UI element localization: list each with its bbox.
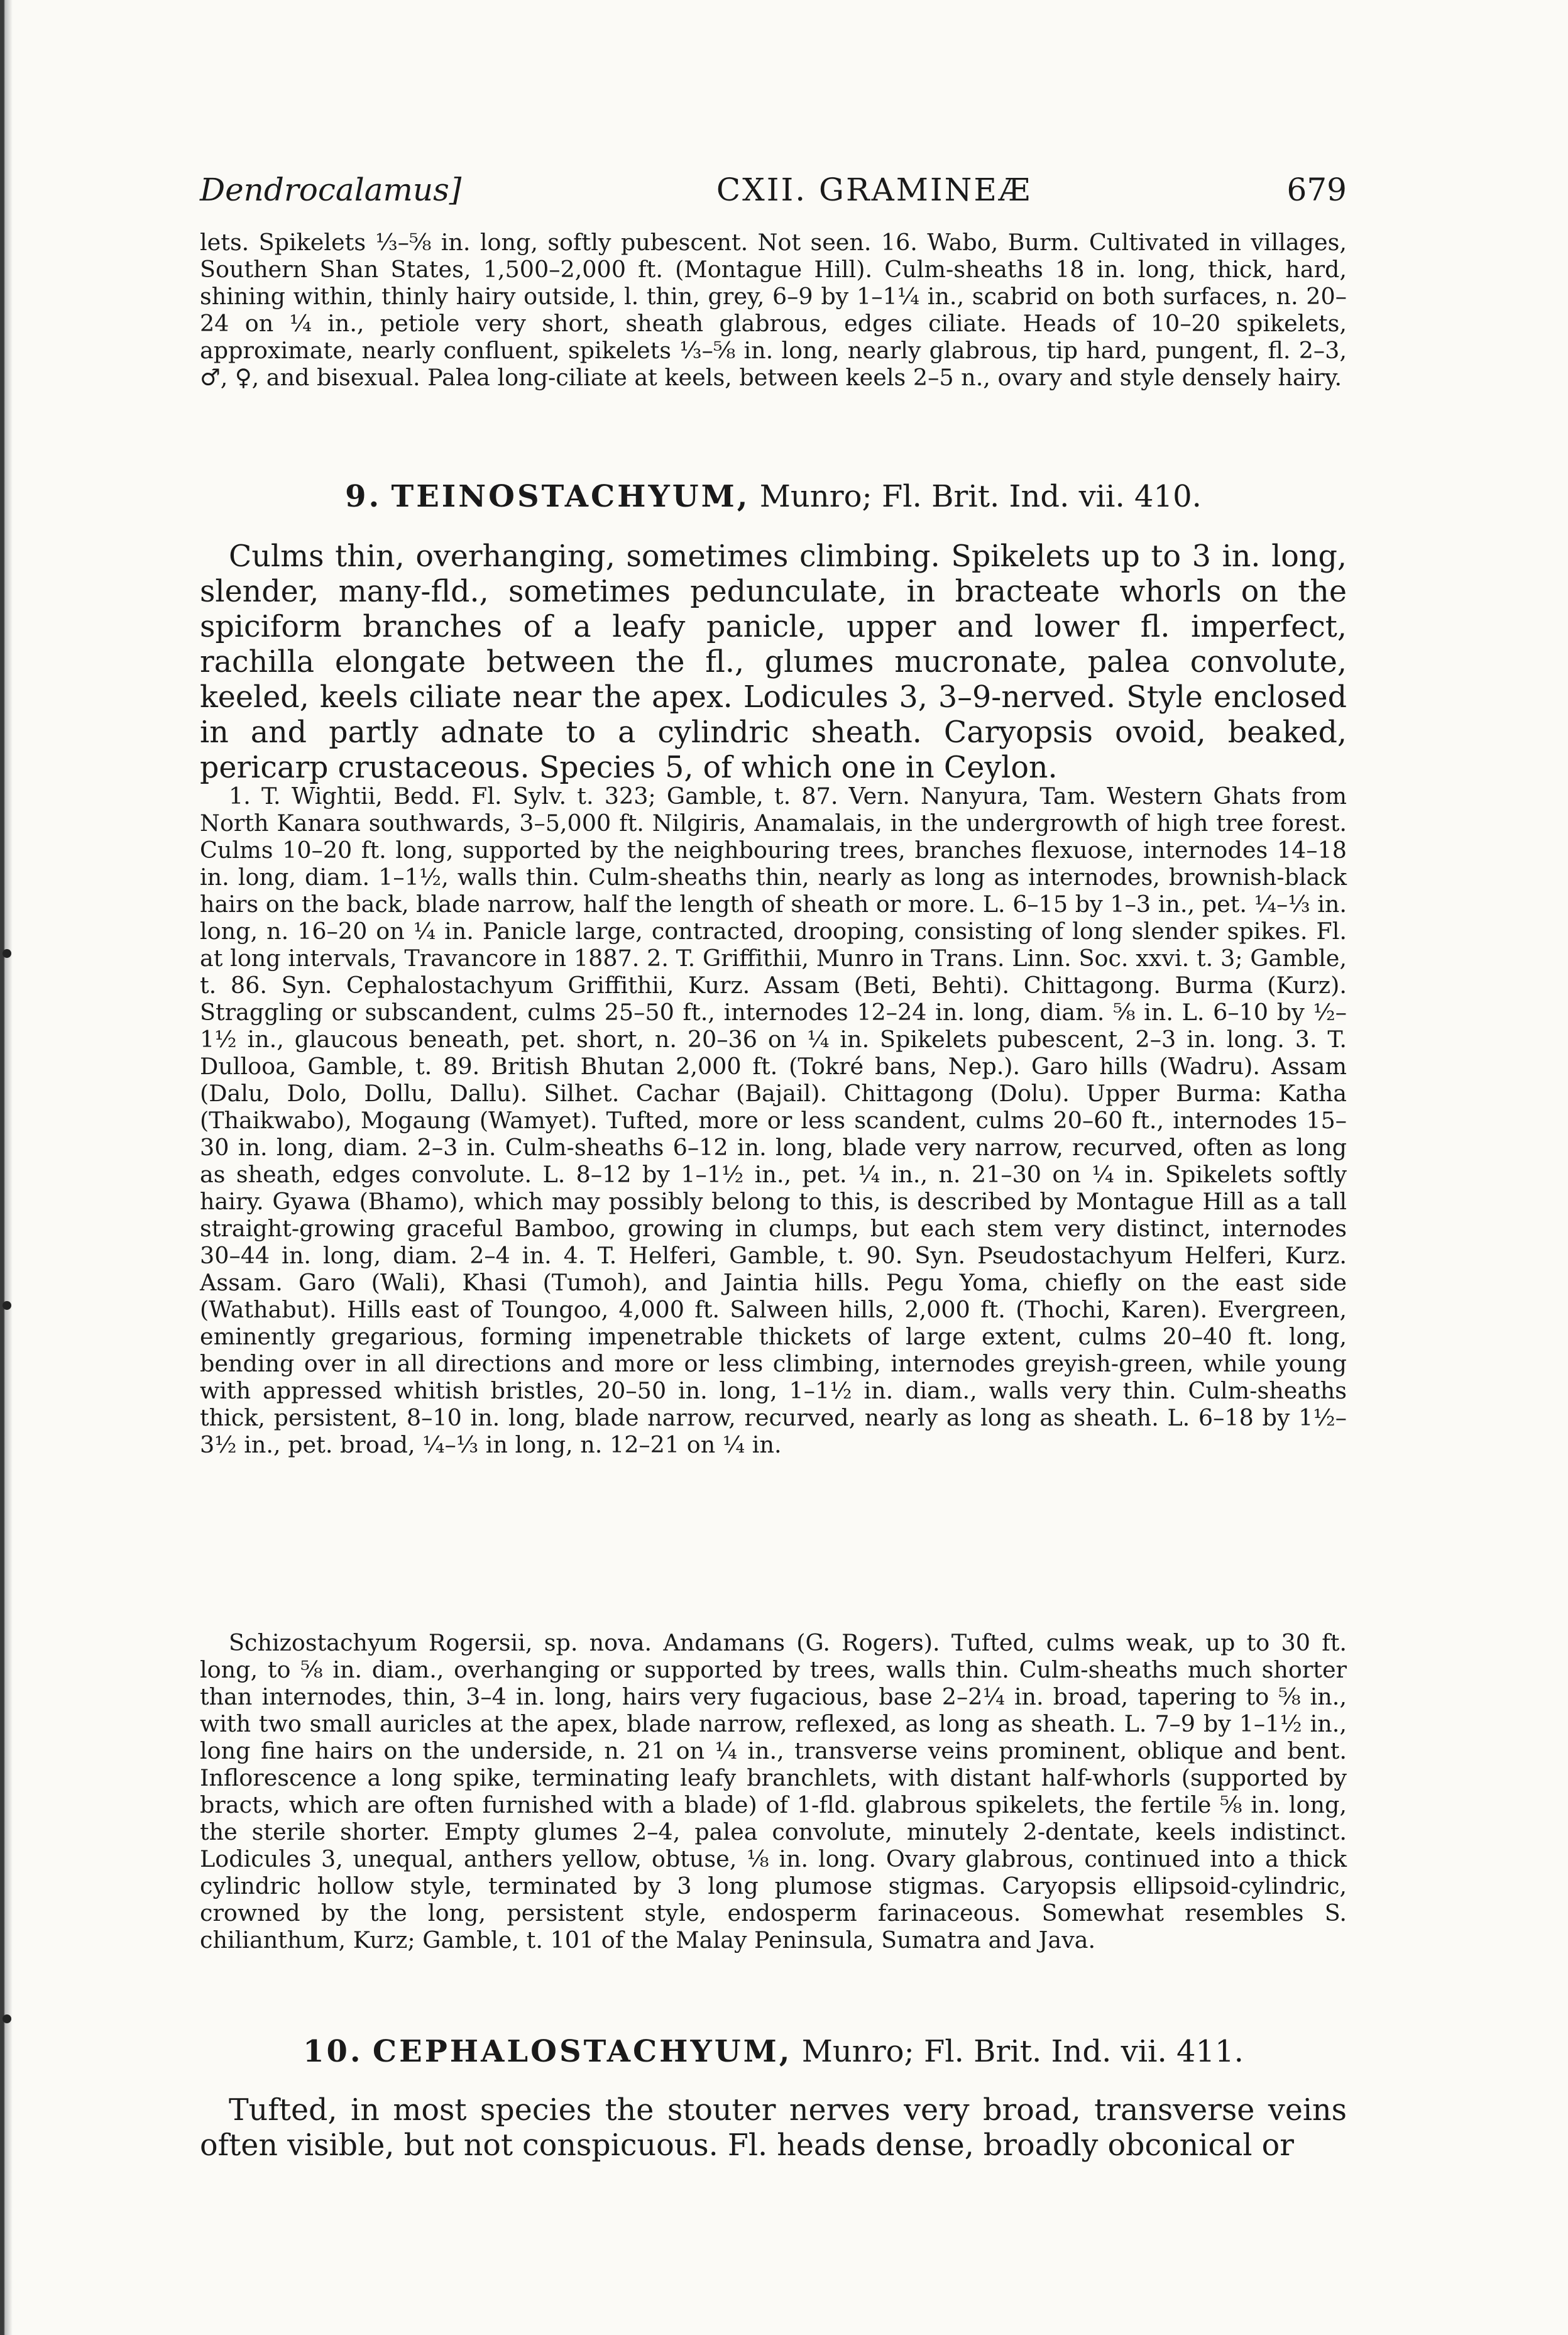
binding-edge [0,0,13,2335]
genus-10-heading [200,2034,1347,2069]
genus-9-heading [200,479,1347,514]
genus-10-number: 10. [303,2034,363,2069]
binding-mark [3,2014,11,2023]
genus-10-name: CEPHALOSTACHYUM, [372,2034,792,2069]
page-number: 679 [1286,172,1347,208]
continuation-paragraph: lets. Spikelets ⅓–⅝ in. long, softly pubescent. Not seen. 16. Wabo, Burm. Cultivated in villages, Southern Shan States, 1,500–2,000 ft. (Montague Hill). Culm-sheaths 18 in. long, thick, hard, shining within, thinly hairy outside, l. thin, grey, 6–9 by 1–1¼ in., scabrid on both surfaces, n. 20–24 on ¼ in., petiole very short, sheath glabrous, edges ciliate. Heads of 10–20 spikelets, approximate, nearly confluent, spikelets ⅓–⅝ in. long, nearly glabrous, tip hard, pungent, fl. 2–3, ♂, ♀, and bisexual. Palea long-ciliate at keels, between keels 2–5 n., ovary and style densely hairy. [200,229,1347,391]
running-head [200,165,1347,215]
genus-9-species-list: 1. T. Wightii, Bedd. Fl. Sylv. t. 323; Gamble, t. 87. Vern. Nanyura, Tam. Western Ghats from North Kanara southwards, 3–5,000 ft. Nilgiris, Anamalais, in the undergrowth of high tree forest. Culms 10–20 ft. long, supported by the neighbouring trees, branches flexuose, internodes 14–18 in. long, diam. 1–1½, walls thin. Culm-sheaths thin, nearly as long as internodes, brownish-black hairs on the back, blade narrow, half the length of sheath or more. L. 6–15 by 1–3 in., pet. ¼–⅓ in. long, n. 16–20 on ¼ in. Panicle large, contracted, drooping, consisting of long slender spikes. Fl. at long intervals, Travancore in 1887. 2. T. Griffithii, Munro in Trans. Linn. Soc. xxvi. t. 3; Gamble, t. 86. Syn. Cephalostachyum Griffithii, Kurz. Assam (Beti, Behti). Chittagong. Burma (Kurz). Straggling or subscandent, culms 25–50 ft., internodes 12–24 in. long, diam. ⅝ in. L. 6–10 by ½–1½ in., glaucous beneath, pet. short, n. 20–36 on ¼ in. Spikelets pubescent, 2–3 in. long. 3. T. Dullooa, Gamble, t. 89. British Bhutan 2,000 ft. (Tokré bans, Nep.). Garo hills (Wadru). Assam (Dalu, Dolo, Dollu, Dallu). Silhet. Cachar (Bajail). Chittagong (Dolu). Upper Burma: Katha (Thaikwabo), Mogaung (Wamyet). Tufted, more or less scandent, culms 20–60 ft., internodes 15–30 in. long, diam. 2–3 in. Culm-sheaths 6–12 in. long, blade very narrow, recurved, often as long as sheath, edges convolute. L. 8–12 by 1–1½ in., pet. ¼ in., n. 21–30 on ¼ in. Spikelets softly hairy. Gyawa (Bhamo), which may possibly belong to this, is described by Montague Hill as a tall straight-growing graceful Bamboo, growing in clumps, but each stem very distinct, internodes 30–44 in. long, diam. 2–4 in. 4. T. Helferi, Gamble, t. 90. Syn. Pseudostachyum Helferi, Kurz. Assam. Garo (Wali), Khasi (Tumoh), and Jaintia hills. Pegu Yoma, chiefly on the east side (Wathabut). Hills east of Toungoo, 4,000 ft. Salween hills, 2,000 ft. (Thochi, Karen). Evergreen, eminently gregarious, forming impenetrable thickets of large extent, culms 20–40 ft. long, bending over in all directions and more or less climbing, internodes greyish-green, while young with appressed whitish bristles, 20–50 in. long, 1–1½ in. diam., walls very thin. Culm-sheaths thick, persistent, 8–10 in. long, blade narrow, recurved, nearly as long as sheath. L. 6–18 by 1½–3½ in., pet. broad, ¼–⅓ in long, n. 12–21 on ¼ in. [200,783,1347,1458]
binding-mark [3,949,11,958]
genus-9-number: 9. [345,479,382,514]
running-head-genus: Dendrocalamus] [200,172,462,208]
genus-9-description: Culms thin, overhanging, sometimes climbing. Spikelets up to 3 in. long, slender, many-fld., sometimes pedunculate, in bracteate whorls on the spiciform branches of a leafy panicle, upper and lower fl. imperfect, rachilla elongate between the fl., glumes mucronate, palea convolute, keeled, keels ciliate near the apex. Lodicules 3, 3–9-nerved. Style enclosed in and partly adnate to a cylindric sheath. Caryopsis ovoid, beaked, pericarp crustaceous. Species 5, of which one in Ceylon. [200,539,1347,785]
genus-9-reference: Munro; Fl. Brit. Ind. vii. 410. [759,479,1202,514]
genus-9-name: TEINOSTACHYUM, [391,479,750,514]
genus-10-description: Tufted, in most species the stouter nerves very broad, transverse veins often visible, but not conspicuous. Fl. heads dense, broadly obconical or [200,2093,1347,2163]
schizostachyum-paragraph: Schizostachyum Rogersii, sp. nova. Andamans (G. Rogers). Tufted, culms weak, up to 30 ft. long, to ⅝ in. diam., overhanging or supported by trees, walls thin. Culm-sheaths much shorter than internodes, thin, 3–4 in. long, hairs very fugacious, base 2–2¼ in. broad, tapering to ⅝ in., with two small auricles at the apex, blade narrow, reflexed, as long as sheath. L. 7–9 by 1–1½ in., long fine hairs on the underside, n. 21 on ¼ in., transverse veins prominent, oblique and bent. Inflorescence a long spike, terminating leafy branchlets, with distant half-whorls (supported by bracts, which are often furnished with a blade) of 1-fld. glabrous spikelets, the fertile ⅝ in. long, the sterile shorter. Empty glumes 2–4, palea convolute, minutely 2-dentate, keels indistinct. Lodicules 3, unequal, anthers yellow, obtuse, ⅛ in. long. Ovary glabrous, continued into a thick cylindric hollow style, terminated by 3 long plumose stigmas. Caryopsis ellipsoid-cylindric, crowned by the long, persistent style, endosperm farinaceous. Somewhat resembles S. chilianthum, Kurz; Gamble, t. 101 of the Malay Peninsula, Sumatra and Java. [200,1629,1347,1953]
binding-mark [3,1301,11,1310]
genus-10-reference: Munro; Fl. Brit. Ind. vii. 411. [801,2034,1244,2069]
running-head-family: CXII. GRAMINEÆ [716,172,1032,208]
